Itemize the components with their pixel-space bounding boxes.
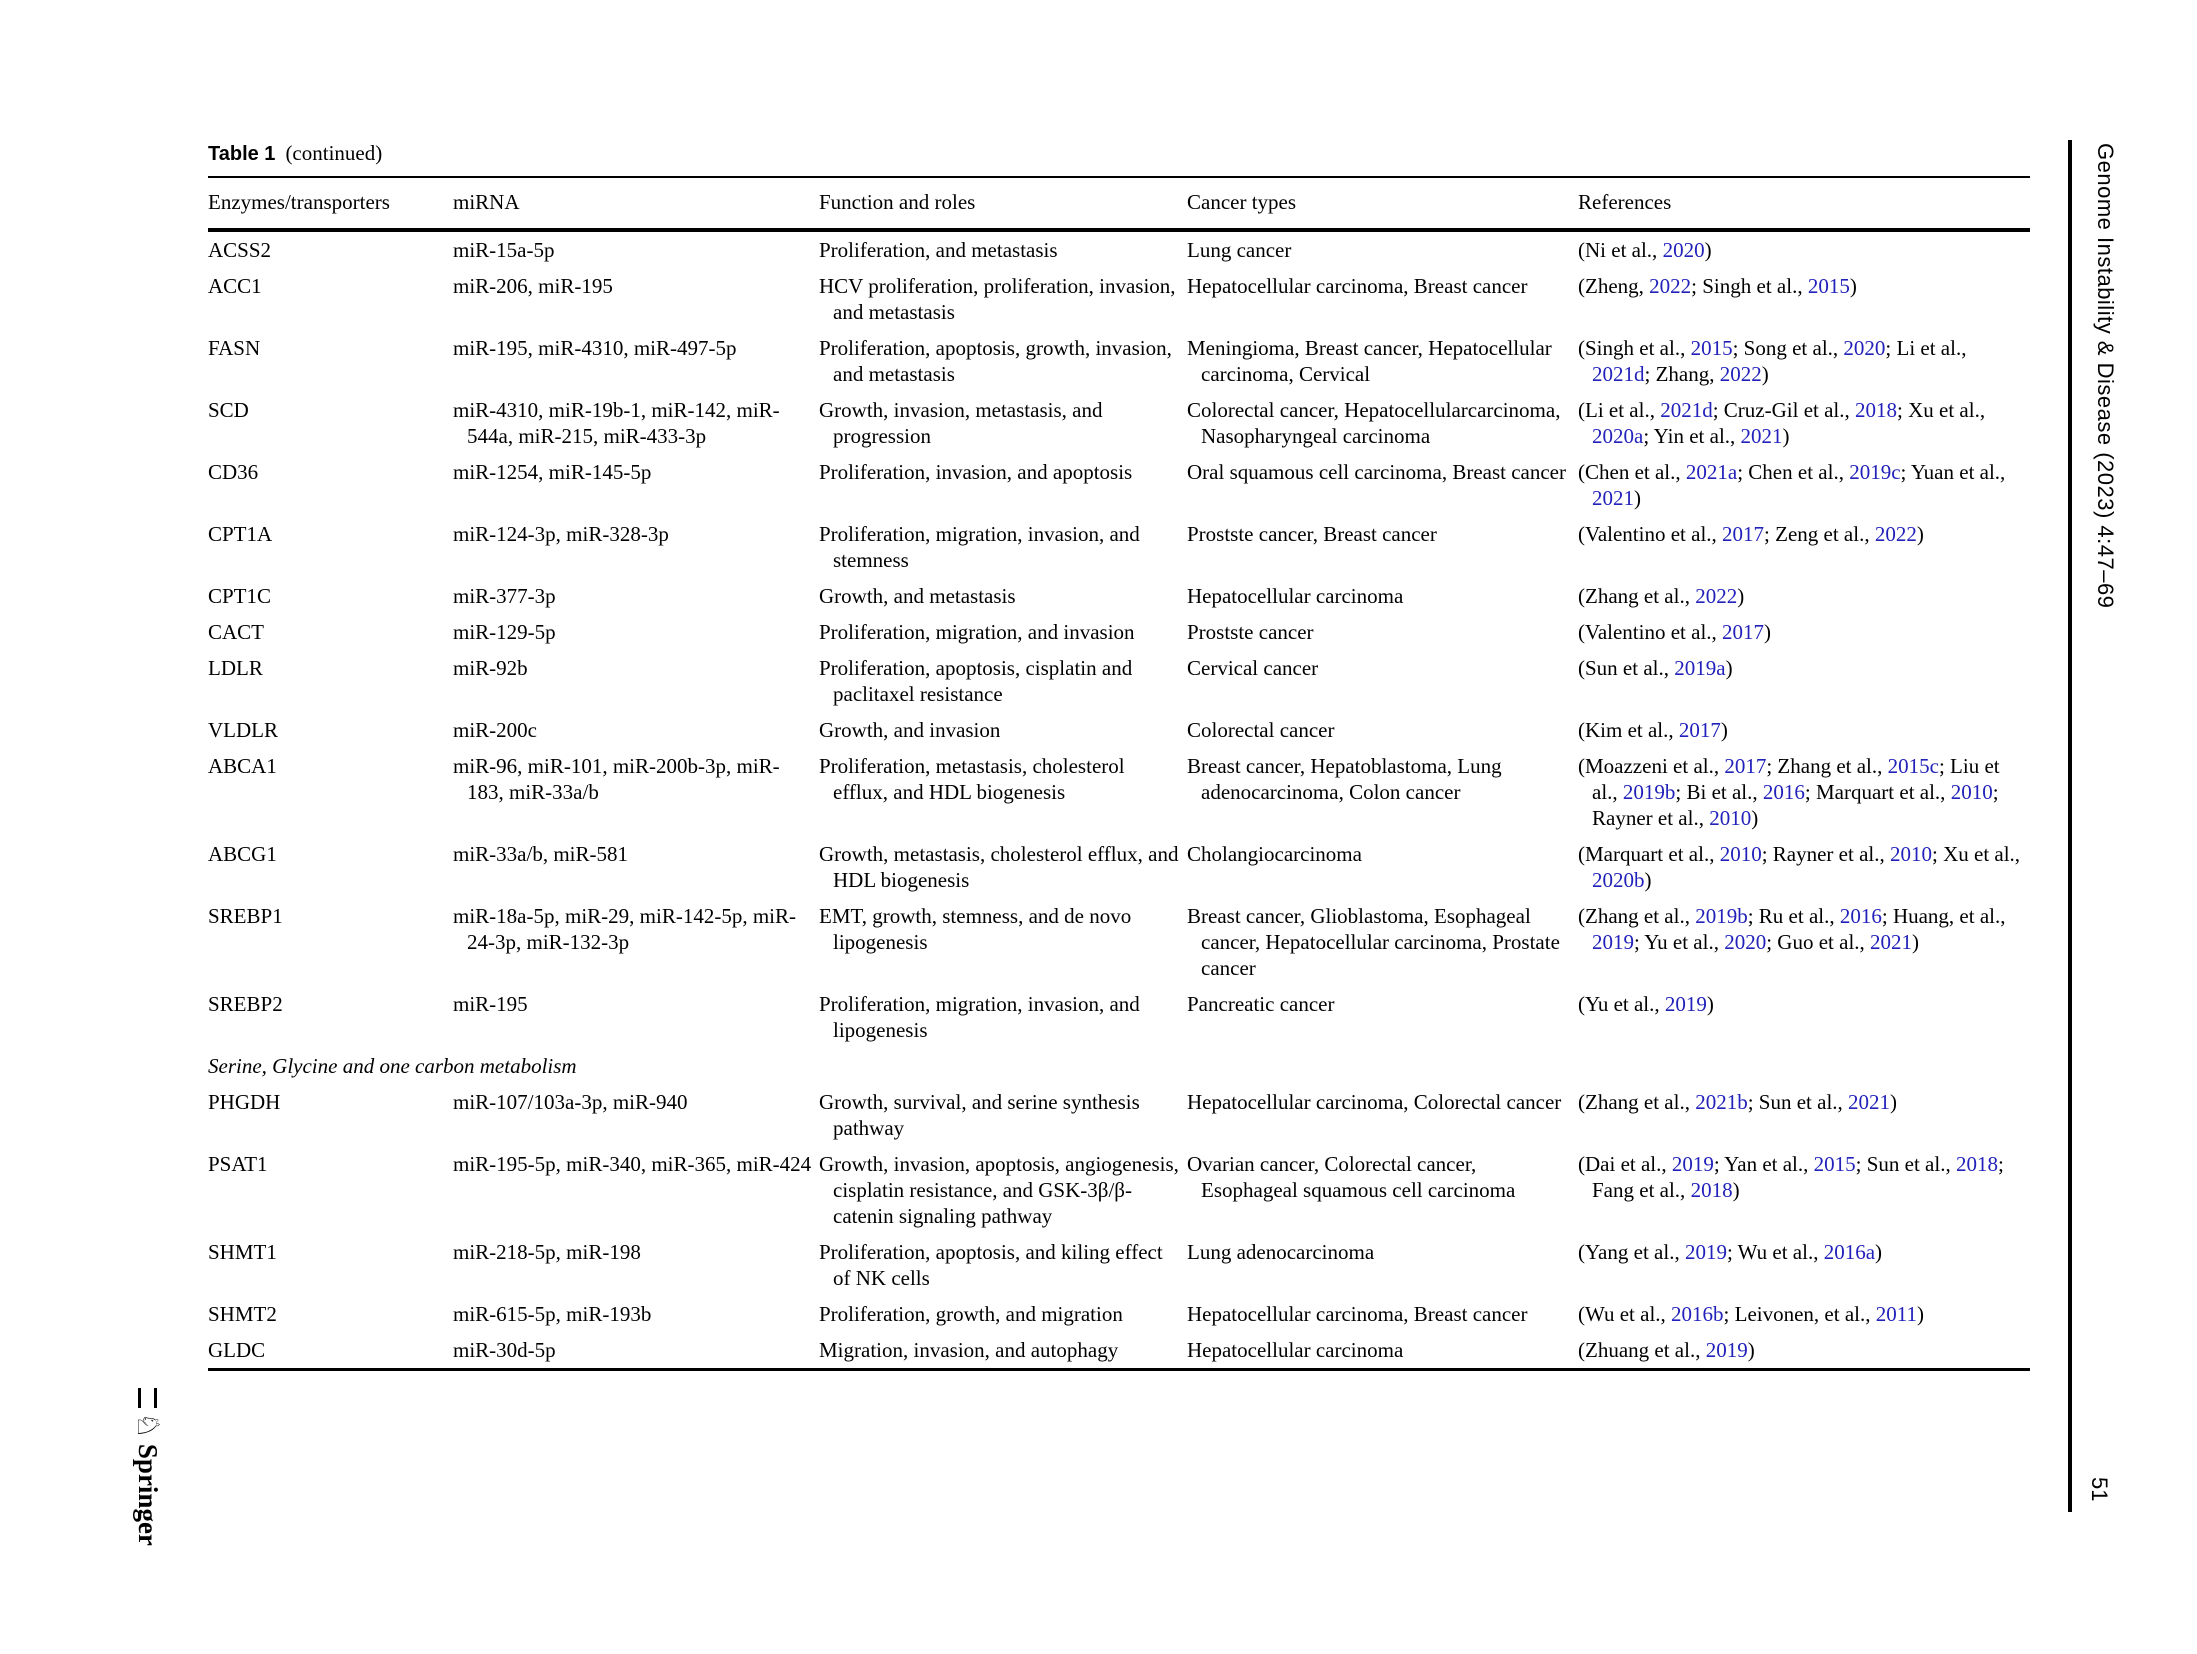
reference-year-link[interactable]: 2018 xyxy=(1690,1178,1733,1202)
table-row xyxy=(208,650,2030,712)
reference-year-link[interactable]: 2017 xyxy=(1722,620,1765,644)
reference-text: ; Singh et al., xyxy=(1691,274,1808,298)
cell-enzyme: SREBP2 xyxy=(208,992,283,1016)
reference-text: (Marquart et al., xyxy=(1578,842,1720,866)
cell-cancer: Cholangiocarcinoma xyxy=(1187,842,1362,866)
reference-text: ) xyxy=(1704,238,1712,262)
reference-text: ; Yan et al., xyxy=(1713,1152,1814,1176)
reference-text: (Valentino et al., xyxy=(1578,620,1723,644)
reference-text: (Singh et al., xyxy=(1578,336,1691,360)
reference-text: ; Liu et al., xyxy=(1592,754,2000,804)
reference-text: ; Zeng et al., xyxy=(1764,522,1875,546)
cell-references xyxy=(1578,268,2030,330)
cell-function: Proliferation, migration, and invasion xyxy=(819,620,1135,644)
cell-cancer: Ovarian cancer, Colorectal cancer, Esophageal squamous cell carcinoma xyxy=(1187,1152,1516,1202)
table-header xyxy=(208,177,2030,230)
reference-text: ) xyxy=(1916,522,1924,546)
reference-year-link[interactable]: 2020 xyxy=(1662,238,1705,262)
cell-enzyme: SHMT2 xyxy=(208,1302,277,1326)
reference-year-link[interactable]: 2019 xyxy=(1705,1338,1748,1362)
cell-references xyxy=(1578,614,2030,650)
cell-function: Proliferation, invasion, and apoptosis xyxy=(819,460,1133,484)
reference-text: ; Chen et al., xyxy=(1737,460,1850,484)
reference-year-link[interactable]: 2016b xyxy=(1671,1302,1724,1326)
reference-year-link[interactable]: 2019 xyxy=(1684,1240,1727,1264)
table-row xyxy=(208,712,2030,748)
cell-references xyxy=(1578,516,2030,578)
table-row xyxy=(208,392,2030,454)
reference-text: ; Wu et al., xyxy=(1726,1240,1824,1264)
cell-enzyme: CPT1C xyxy=(208,584,272,608)
reference-year-link[interactable]: 2021d xyxy=(1660,398,1713,422)
reference-text: (Dai et al., xyxy=(1578,1152,1672,1176)
cell-mirna: miR-30d-5p xyxy=(453,1332,819,1370)
reference-year-link[interactable]: 2019c xyxy=(1849,460,1901,484)
cell-enzyme: SREBP1 xyxy=(208,904,283,928)
reference-year-link[interactable]: 2015 xyxy=(1690,336,1733,360)
reference-text: ; Guo et al., xyxy=(1766,930,1871,954)
reference-text: (Zhuang et al., xyxy=(1578,1338,1706,1362)
reference-year-link[interactable]: 2021 xyxy=(1870,930,1913,954)
column-header: Cancer types xyxy=(1187,177,1578,230)
table-row xyxy=(208,748,2030,836)
column-header: Enzymes/transporters xyxy=(208,177,453,230)
reference-text: ) xyxy=(1725,656,1733,680)
table-row xyxy=(208,268,2030,330)
reference-text: ; Yuan et al., xyxy=(1900,460,2006,484)
reference-year-link[interactable]: 2015 xyxy=(1807,274,1850,298)
table-header-row xyxy=(208,177,2030,230)
reference-text: ) xyxy=(1764,620,1772,644)
cell-function: HCV proliferation, proliferation, invasion, and metastasis xyxy=(819,274,1176,324)
reference-year-link[interactable]: 2021a xyxy=(1685,460,1738,484)
section-label: Serine, Glycine and one carbon metabolism xyxy=(208,1054,577,1078)
cell-enzyme: PSAT1 xyxy=(208,1152,268,1176)
cell-function: Proliferation, apoptosis, growth, invasion, and metastasis xyxy=(819,336,1172,386)
reference-year-link[interactable]: 2022 xyxy=(1719,362,1762,386)
reference-year-link[interactable]: 2017 xyxy=(1724,754,1767,778)
cell-function: Proliferation, migration, invasion, and lipogenesis xyxy=(819,992,1140,1042)
reference-text: ; Rayner et al., xyxy=(1761,842,1890,866)
data-table xyxy=(208,176,2030,1371)
reference-text: ; Sun et al., xyxy=(1747,1090,1849,1114)
cell-enzyme: ABCA1 xyxy=(208,754,277,778)
reference-text: ) xyxy=(1916,1302,1924,1326)
table-region xyxy=(208,140,2030,1371)
table-body xyxy=(208,230,2030,1370)
reference-text: (Yang et al., xyxy=(1578,1240,1685,1264)
table-row xyxy=(208,516,2030,578)
springer-horse-icon: ♘ xyxy=(131,1412,165,1439)
cell-references xyxy=(1578,1146,2030,1234)
reference-text: ; Marquart et al., xyxy=(1804,780,1951,804)
reference-text: ; Zhang et al., xyxy=(1766,754,1888,778)
cell-mirna: miR-615-5p, miR-193b xyxy=(453,1302,652,1326)
table-caption-continued: (continued) xyxy=(285,141,383,165)
cell-function: Growth, invasion, apoptosis, angiogenesis, cisplatin resistance, and GSK-3β/β-catenin signaling pathway xyxy=(819,1152,1179,1228)
cell-references xyxy=(1578,986,2030,1048)
reference-year-link[interactable]: 2016 xyxy=(1839,904,1882,928)
table-row xyxy=(208,454,2030,516)
cell-mirna: miR-1254, miR-145-5p xyxy=(453,460,652,484)
reference-text: (Zhang et al., xyxy=(1578,584,1696,608)
reference-text: (Wu et al., xyxy=(1578,1302,1672,1326)
cell-mirna: miR-18a-5p, miR-29, miR-142-5p, miR-24-3p, miR-132-3p xyxy=(453,904,796,954)
reference-text: (Valentino et al., xyxy=(1578,522,1723,546)
cell-enzyme: CPT1A xyxy=(208,522,273,546)
cell-cancer: Breast cancer, Glioblastoma, Esophageal cancer, Hepatocellular carcinoma, Prostate cancer xyxy=(1187,904,1560,980)
reference-text: ; Xu et al., xyxy=(1932,842,2021,866)
reference-year-link[interactable]: 2018 xyxy=(1855,398,1898,422)
reference-text: ) xyxy=(1782,424,1790,448)
reference-year-link[interactable]: 2018 xyxy=(1955,1152,1998,1176)
cell-function: Growth, invasion, metastasis, and progression xyxy=(819,398,1103,448)
reference-year-link[interactable]: 2020b xyxy=(1592,868,1645,892)
table-row xyxy=(208,578,2030,614)
cell-mirna: miR-15a-5p xyxy=(453,238,555,262)
cell-enzyme: FASN xyxy=(208,336,261,360)
cell-cancer: Prostste cancer, Breast cancer xyxy=(1187,522,1437,546)
column-header: miRNA xyxy=(453,177,819,230)
cell-enzyme: CD36 xyxy=(208,460,259,484)
reference-year-link[interactable]: 2019 xyxy=(1592,930,1634,954)
reference-text: ; Ru et al., xyxy=(1747,904,1840,928)
reference-text: ) xyxy=(1644,868,1652,892)
reference-text: (Ni et al., xyxy=(1578,238,1663,262)
springer-bars-icon xyxy=(138,1388,157,1408)
cell-cancer: Lung adenocarcinoma xyxy=(1187,1240,1375,1264)
cell-cancer: Pancreatic cancer xyxy=(1187,992,1335,1016)
cell-cancer: Cervical cancer xyxy=(1187,656,1319,680)
cell-references xyxy=(1578,1234,2030,1296)
section-row xyxy=(208,1048,2030,1084)
reference-year-link[interactable]: 2019a xyxy=(1674,656,1726,680)
cell-enzyme: ABCG1 xyxy=(208,842,277,866)
reference-year-link[interactable]: 2019b xyxy=(1695,904,1748,928)
cell-references xyxy=(1578,712,2030,748)
cell-references xyxy=(1578,330,2030,392)
reference-text: ) xyxy=(1706,992,1714,1016)
reference-text: ) xyxy=(1875,1240,1883,1264)
cell-references xyxy=(1578,1084,2030,1146)
reference-text: ) xyxy=(1751,806,1759,830)
reference-year-link[interactable]: 2019 xyxy=(1664,992,1707,1016)
table-caption-label: Table 1 xyxy=(208,143,276,165)
springer-logo-text: Springer xyxy=(133,1443,163,1546)
reference-text: ; Song et al., xyxy=(1732,336,1844,360)
cell-cancer: Oral squamous cell carcinoma, Breast cancer xyxy=(1187,460,1566,484)
cell-mirna: miR-33a/b, miR-581 xyxy=(453,842,628,866)
reference-text: ; Leivonen, et al., xyxy=(1723,1302,1876,1326)
cell-mirna: miR-96, miR-101, miR-200b-3p, miR-183, miR-33a/b xyxy=(453,754,780,804)
cell-enzyme: SHMT1 xyxy=(208,1240,277,1264)
reference-text: ) xyxy=(1912,930,1920,954)
cell-enzyme: SCD xyxy=(208,398,249,422)
reference-year-link[interactable]: 2022 xyxy=(1695,584,1738,608)
reference-year-link[interactable]: 2010 xyxy=(1890,842,1932,866)
cell-mirna: miR-129-5p xyxy=(453,620,556,644)
cell-references xyxy=(1578,898,2030,986)
cell-enzyme: GLDC xyxy=(208,1332,453,1370)
cell-function: Growth, metastasis, cholesterol efflux, and HDL biogenesis xyxy=(819,842,1179,892)
reference-year-link[interactable]: 2019b xyxy=(1622,780,1676,804)
reference-text: ; Bi et al., xyxy=(1675,780,1763,804)
cell-mirna: miR-195 xyxy=(453,992,528,1016)
reference-year-link[interactable]: 2010 xyxy=(1950,780,1993,804)
cell-cancer: Breast cancer, Hepatoblastoma, Lung adenocarcinoma, Colon cancer xyxy=(1187,754,1502,804)
reference-text: ) xyxy=(1737,584,1745,608)
cell-cancer: Prostste cancer xyxy=(1187,620,1314,644)
cell-function: Proliferation, migration, invasion, and stemness xyxy=(819,522,1140,572)
cell-references xyxy=(1578,454,2030,516)
table-row xyxy=(208,1234,2030,1296)
cell-mirna: miR-4310, miR-19b-1, miR-142, miR-544a, miR-215, miR-433-3p xyxy=(453,398,780,448)
table-row xyxy=(208,1084,2030,1146)
reference-year-link[interactable]: 2015c xyxy=(1887,754,1939,778)
reference-year-link[interactable]: 2021d xyxy=(1592,362,1645,386)
reference-text: ; Fang et al., xyxy=(1592,1152,2004,1202)
cell-mirna: miR-218-5p, miR-198 xyxy=(453,1240,641,1264)
table-row xyxy=(208,898,2030,986)
reference-year-link[interactable]: 2011 xyxy=(1875,1302,1917,1326)
reference-text: ; Cruz-Gil et al., xyxy=(1712,398,1856,422)
table-row xyxy=(208,614,2030,650)
table-row xyxy=(208,330,2030,392)
reference-year-link[interactable]: 2010 xyxy=(1719,842,1762,866)
cell-cancer: Hepatocellular carcinoma, Breast cancer xyxy=(1187,1302,1528,1326)
table-row xyxy=(208,1332,2030,1370)
cell-function: Proliferation, apoptosis, and kiling effect of NK cells xyxy=(819,1240,1163,1290)
reference-text: ) xyxy=(1747,1338,1755,1362)
table-row xyxy=(208,986,2030,1048)
springer-logo xyxy=(132,1388,163,1546)
reference-text: (Kim et al., xyxy=(1578,718,1679,742)
reference-text: ) xyxy=(1890,1090,1898,1114)
cell-references xyxy=(1578,1332,2030,1370)
cell-enzyme: LDLR xyxy=(208,656,263,680)
reference-year-link[interactable]: 2017 xyxy=(1722,522,1765,546)
cell-cancer: Colorectal cancer, Hepatocellularcarcinoma, Nasopharyngeal carcinoma xyxy=(1187,398,1561,448)
cell-mirna: miR-92b xyxy=(453,656,528,680)
cell-function: Proliferation, apoptosis, cisplatin and paclitaxel resistance xyxy=(819,656,1133,706)
cell-references xyxy=(1578,578,2030,614)
table-row xyxy=(208,1146,2030,1234)
cell-cancer: Meningioma, Breast cancer, Hepatocellular carcinoma, Cervical xyxy=(1187,336,1552,386)
cell-cancer: Hepatocellular carcinoma, Breast cancer xyxy=(1187,274,1528,298)
cell-mirna: miR-124-3p, miR-328-3p xyxy=(453,522,669,546)
cell-enzyme: VLDLR xyxy=(208,718,278,742)
reference-text: (Yu et al., xyxy=(1578,992,1665,1016)
reference-text: ; Huang, et al., xyxy=(1881,904,2006,928)
table-row xyxy=(208,836,2030,898)
cell-mirna: miR-195-5p, miR-340, miR-365, miR-424 xyxy=(453,1152,812,1176)
cell-enzyme: PHGDH xyxy=(208,1090,281,1114)
reference-year-link[interactable]: 2010 xyxy=(1709,806,1752,830)
reference-text: (Moazzeni et al., xyxy=(1578,754,1725,778)
reference-text: ) xyxy=(1732,1178,1740,1202)
column-header: Function and roles xyxy=(819,177,1187,230)
cell-references xyxy=(1578,1296,2030,1332)
reference-text: (Chen et al., xyxy=(1578,460,1686,484)
reference-year-link[interactable]: 2020 xyxy=(1724,930,1767,954)
cell-mirna: miR-195, miR-4310, miR-497-5p xyxy=(453,336,737,360)
cell-mirna: miR-200c xyxy=(453,718,537,742)
reference-text: ; Yu et al., xyxy=(1634,930,1725,954)
reference-year-link[interactable]: 2019 xyxy=(1671,1152,1714,1176)
reference-year-link[interactable]: 2022 xyxy=(1874,522,1917,546)
sidebar-rule xyxy=(2068,140,2072,1512)
reference-text: (Zhang et al., xyxy=(1578,1090,1696,1114)
column-header: References xyxy=(1578,177,2030,230)
reference-text: ) xyxy=(1634,486,1641,510)
table-caption xyxy=(208,140,2030,167)
page-number: 51 xyxy=(2087,1477,2112,1502)
reference-text: ; Yin et al., xyxy=(1643,424,1741,448)
reference-year-link[interactable]: 2021 xyxy=(1848,1090,1891,1114)
reference-year-link[interactable]: 2016 xyxy=(1762,780,1805,804)
cell-function: Proliferation, growth, and migration xyxy=(819,1302,1123,1326)
reference-text: (Li et al., xyxy=(1578,398,1661,422)
reference-text: ) xyxy=(1849,274,1857,298)
cell-cancer: Colorectal cancer xyxy=(1187,718,1335,742)
reference-text: ; Xu et al., xyxy=(1897,398,1986,422)
cell-enzyme: ACSS2 xyxy=(208,238,272,262)
cell-cancer: Hepatocellular carcinoma, Colorectal cancer xyxy=(1187,1090,1562,1114)
cell-function: Proliferation, and metastasis xyxy=(819,238,1058,262)
reference-text: ; Sun et al., xyxy=(1855,1152,1956,1176)
cell-references xyxy=(1578,392,2030,454)
reference-text: ; Li et al., xyxy=(1885,336,1967,360)
reference-text: (Sun et al., xyxy=(1578,656,1675,680)
cell-cancer: Hepatocellular carcinoma xyxy=(1187,1332,1578,1370)
cell-function: Growth, and metastasis xyxy=(819,584,1016,608)
cell-function: Growth, and invasion xyxy=(819,718,1001,742)
reference-text: (Zheng, xyxy=(1578,274,1650,298)
reference-year-link[interactable]: 2016a xyxy=(1823,1240,1876,1264)
reference-text: ; Rayner et al., xyxy=(1592,780,1999,830)
cell-mirna: miR-107/103a-3p, miR-940 xyxy=(453,1090,688,1114)
reference-text: (Zhang et al., xyxy=(1578,904,1696,928)
reference-text: ) xyxy=(1720,718,1728,742)
reference-year-link[interactable]: 2021 xyxy=(1592,486,1634,510)
cell-function: Growth, survival, and serine synthesis pathway xyxy=(819,1090,1140,1140)
cell-function: Proliferation, metastasis, cholesterol efflux, and HDL biogenesis xyxy=(819,754,1125,804)
cell-references xyxy=(1578,836,2030,898)
cell-function: Migration, invasion, and autophagy xyxy=(819,1332,1187,1370)
cell-mirna: miR-377-3p xyxy=(453,584,556,608)
journal-header-vertical: Genome Instability & Disease (2023) 4:47–69 xyxy=(2093,143,2118,609)
cell-cancer: Hepatocellular carcinoma xyxy=(1187,584,1404,608)
reference-year-link[interactable]: 2020 xyxy=(1843,336,1886,360)
cell-enzyme: ACC1 xyxy=(208,274,262,298)
reference-year-link[interactable]: 2015 xyxy=(1813,1152,1856,1176)
reference-text: ) xyxy=(1761,362,1769,386)
cell-mirna: miR-206, miR-195 xyxy=(453,274,613,298)
reference-year-link[interactable]: 2021b xyxy=(1695,1090,1748,1114)
cell-references xyxy=(1578,230,2030,268)
reference-year-link[interactable]: 2020a xyxy=(1592,424,1644,448)
cell-enzyme: CACT xyxy=(208,620,265,644)
reference-year-link[interactable]: 2021 xyxy=(1740,424,1783,448)
reference-text: ; Zhang, xyxy=(1644,362,1720,386)
table-row xyxy=(208,1296,2030,1332)
cell-references xyxy=(1578,748,2030,836)
table-row xyxy=(208,230,2030,268)
reference-year-link[interactable]: 2022 xyxy=(1649,274,1692,298)
cell-references xyxy=(1578,650,2030,712)
cell-function: EMT, growth, stemness, and de novo lipogenesis xyxy=(819,904,1132,954)
reference-year-link[interactable]: 2017 xyxy=(1678,718,1721,742)
cell-cancer: Lung cancer xyxy=(1187,238,1292,262)
